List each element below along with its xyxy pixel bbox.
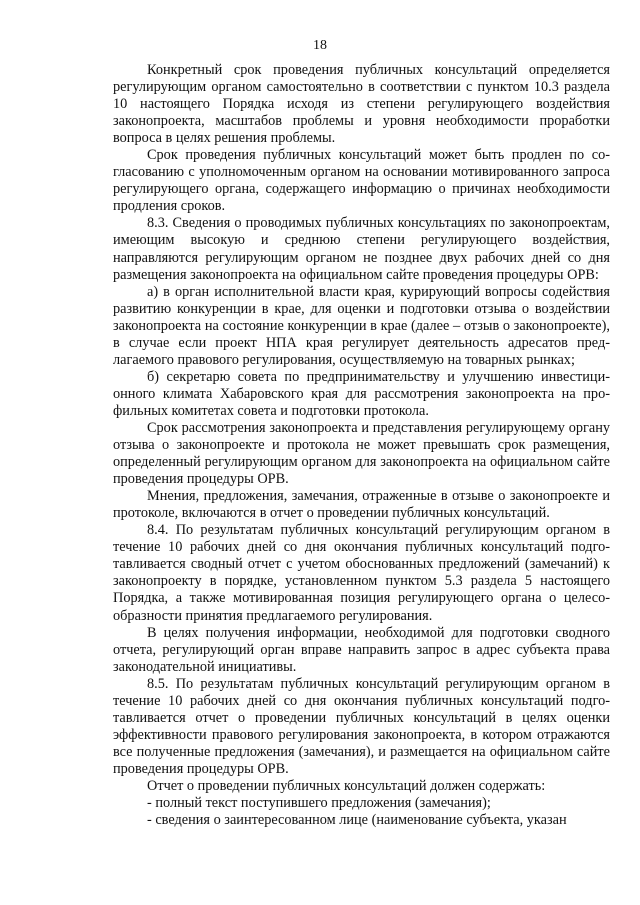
paragraph: - сведения о заинтересованном лице (наименование субъекта, указан (147, 812, 567, 829)
paragraph: 8.5. По результатам публичных консультаций регулирующим органом в течение 10 рабочих дней со дня окончания публичных консультаций подготавливается отчет о проведении публичных консультаций в целях оценки эффективности правового регулирования законопроекта, в котором отражаются все полученные предложения (замечания), и размещается на официальном сайте проведения процедуры ОРВ. (113, 675, 610, 777)
paragraph: а) в орган исполнительной власти края, курирующий вопросы содействия развитию конкуренции в крае, для оценки и подготовки отзыва о воздействии законопроекта на состояние конкуренции в крае (далее – отзыв о законопроекте), в случае если проект НПА края регулирует деятельность адресатов предлагаемого правового регулирования, осуществляемую на товарных рынках; (113, 283, 610, 368)
paragraph: Мнения, предложения, замечания, отраженные в отзыве о законопроекте и протоколе, включаются в отчет о проведении публичных консультаций. (113, 488, 610, 522)
paragraph: Срок проведения публичных консультаций может быть продлен по согласованию с уполномоченным органом на основании мотивированного запроса регулирующего органа, содержащего информацию о причинах необходимости продления сроков. (113, 147, 610, 215)
document-body (113, 62, 610, 829)
paragraph: б) секретарю совета по предпринимательству и улучшению инвестиционного климата Хабаровского края для рассмотрения законопроекта на профильных комитетах совета и подготовки протокола. (113, 368, 610, 419)
paragraph: Конкретный срок проведения публичных консультаций определяется регулирующим органом самостоятельно в соответствии с пунктом 10.3 раздела 10 настоящего Порядка исходя из степени регулирующего воздействия законопроекта, масштабов проблемы и уровня необходимости проработки вопроса в целях решения проблемы. (113, 62, 610, 147)
paragraph: - полный текст поступившего предложения (замечания); (147, 795, 491, 812)
paragraph: Срок рассмотрения законопроекта и представления регулирующему органу отзыва о законопроекте и протокола не может превышать срок размещения, определенный регулирующим органом для законопроекта на официальном сайте проведения процедуры ОРВ. (113, 419, 610, 488)
paragraph: 8.4. По результатам публичных консультаций регулирующим органом в течение 10 рабочих дней со дня окончания публичных консультаций подготавливается сводный отчет с учетом обоснованных предложений (замечаний) к законопроекту в порядке, установленном пунктом 5.3 раздела 5 настоящего Порядка, а также мотивированная позиция регулирующего органа о целесообразности принятия предлагаемого регулирования. (113, 522, 610, 624)
page-number: 18 (313, 38, 327, 53)
paragraph: 8.3. Сведения о проводимых публичных консультациях по законопроектам, имеющим высокую и среднюю степени регулирующего воздействия, направляются регулирующим органом не позднее двух рабочих дней со дня размещения законопроекта на официальном сайте проведения процедуры ОРВ: (113, 215, 610, 283)
paragraph: В целях получения информации, необходимой для подготовки сводного отчета, регулирующий орган вправе направить запрос в адрес субъекта права законодательной инициативы. (113, 624, 610, 675)
paragraph: Отчет о проведении публичных консультаций должен содержать: (147, 777, 546, 794)
